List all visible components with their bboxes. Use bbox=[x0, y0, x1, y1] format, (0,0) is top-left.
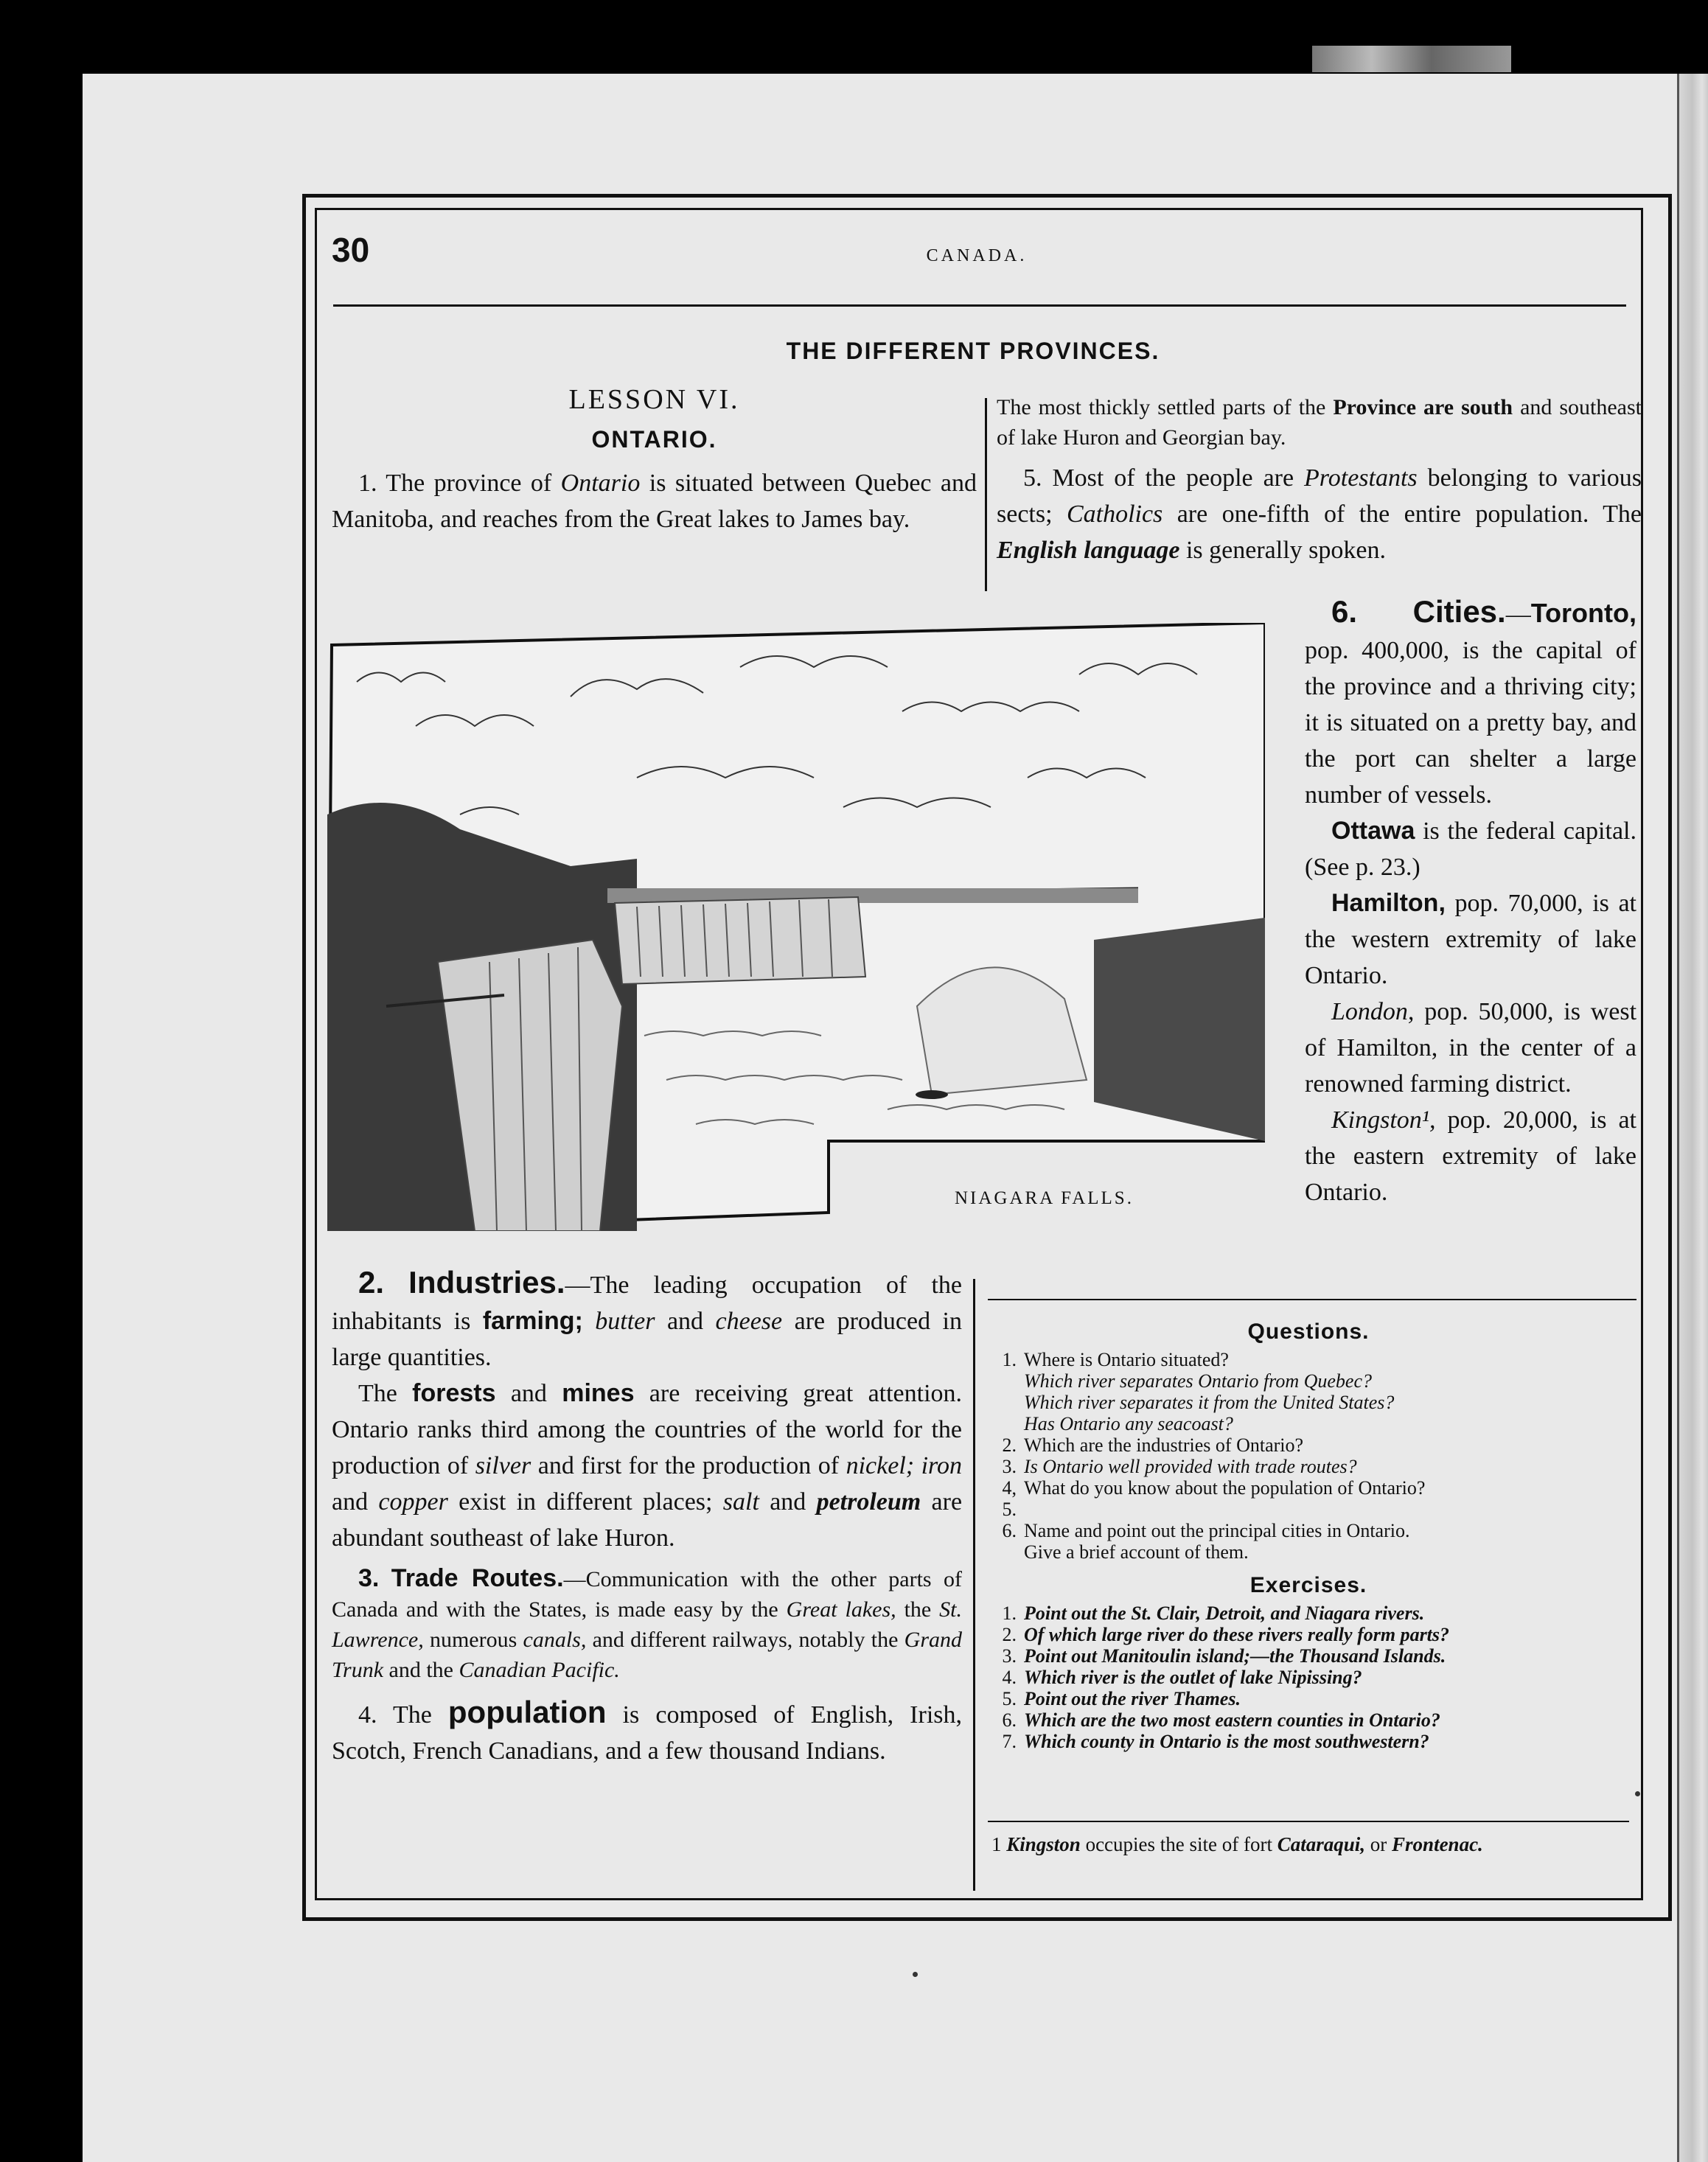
text: Most of the people are bbox=[1052, 464, 1294, 492]
questions-rule bbox=[988, 1299, 1636, 1300]
exercise-text: Point out Manitoulin island;—the Thousand Islands. bbox=[1024, 1645, 1446, 1667]
exercises-list bbox=[984, 1603, 1633, 1752]
question-text: Which are the industries of Ontario? bbox=[1024, 1434, 1304, 1456]
question-item bbox=[984, 1349, 1633, 1370]
exercise-text: Of which large river do these rivers really form parts? bbox=[1024, 1624, 1450, 1645]
text-italic: Great lakes, bbox=[786, 1597, 896, 1622]
city-ottawa: Ottawa bbox=[1331, 817, 1415, 845]
footnote-mark: 1 bbox=[991, 1833, 1002, 1855]
text-italic: Canadian Pacific. bbox=[459, 1658, 620, 1682]
paragraph-2b bbox=[332, 1375, 962, 1556]
paragraph-6 bbox=[1305, 593, 1636, 813]
question-text: Where is Ontario situated? bbox=[1024, 1349, 1229, 1370]
text-italic: cheese bbox=[715, 1308, 783, 1335]
question-item bbox=[984, 1477, 1633, 1520]
right-top-block bbox=[997, 392, 1642, 568]
exercise-text: Point out the river Thames. bbox=[1024, 1688, 1241, 1709]
text: is situated between Quebec and Manitoba, and reaches from the Great lakes to James bay. bbox=[332, 470, 977, 533]
question-item bbox=[984, 1413, 1633, 1434]
text: and bbox=[510, 1380, 547, 1407]
question-number bbox=[984, 1370, 1024, 1392]
question-item bbox=[984, 1370, 1633, 1392]
text-italic: Ontario bbox=[560, 470, 641, 497]
city-toronto: Toronto, bbox=[1530, 598, 1636, 628]
text-bold: mines bbox=[562, 1379, 635, 1407]
city-hamilton: Hamilton, bbox=[1331, 889, 1446, 917]
text: or bbox=[1370, 1833, 1387, 1855]
city-kingston: Kingston¹, bbox=[1331, 1106, 1436, 1134]
niagara-falls-engraving bbox=[327, 623, 1265, 1231]
text-italic-bold: English language bbox=[997, 537, 1180, 564]
text: is the federal capital. (See p. 23.) bbox=[1305, 817, 1636, 881]
paragraph-hamilton bbox=[1305, 885, 1636, 994]
question-number: 3. bbox=[1002, 1456, 1017, 1477]
exercise-item bbox=[984, 1645, 1633, 1667]
lesson-block bbox=[332, 383, 977, 537]
text: is composed of English, Irish, Scotch, French Canadians, and a few thousand Indians. bbox=[332, 1701, 962, 1765]
questions-title: Questions. bbox=[1247, 1319, 1370, 1344]
question-item bbox=[984, 1541, 1633, 1563]
text: belonging to various sects; bbox=[997, 464, 1642, 528]
paragraph-london bbox=[1305, 994, 1636, 1102]
question-item bbox=[984, 1434, 1633, 1456]
exercise-text: Point out the St. Clair, Detroit, and Niagara rivers. bbox=[1024, 1603, 1425, 1624]
running-head bbox=[332, 230, 1622, 274]
exercise-number: 5. bbox=[1002, 1688, 1017, 1709]
footnote bbox=[991, 1832, 1629, 1857]
speck bbox=[1635, 1791, 1640, 1796]
exercise-number: 1. bbox=[1002, 1603, 1017, 1624]
text-italic: copper bbox=[378, 1488, 448, 1516]
text-bold: farming; bbox=[482, 1307, 583, 1335]
exercises-title: Exercises. bbox=[1249, 1573, 1367, 1597]
question-number bbox=[984, 1392, 1024, 1413]
text: The most thickly settled parts of the bbox=[997, 395, 1326, 419]
exercise-item bbox=[984, 1624, 1633, 1645]
text: are one-fifth of the entire population. The bbox=[1177, 501, 1642, 528]
film-edge bbox=[1312, 46, 1511, 72]
footnote-rule bbox=[988, 1821, 1629, 1822]
text: and bbox=[770, 1488, 806, 1516]
exercise-item bbox=[984, 1731, 1633, 1752]
text: pop. 70,000, is at the western extremity of lake Ontario. bbox=[1305, 890, 1636, 989]
question-number: 6. bbox=[1002, 1520, 1017, 1541]
page-number: 30 bbox=[332, 231, 370, 269]
paragraph-2 bbox=[332, 1264, 962, 1375]
text: The bbox=[392, 1701, 432, 1729]
text-italic: butter bbox=[595, 1308, 655, 1335]
question-text: Name and point out the principal cities in Ontario. bbox=[1024, 1520, 1410, 1541]
question-item bbox=[984, 1520, 1633, 1541]
exercise-item bbox=[984, 1603, 1633, 1624]
para-number: 5. bbox=[1023, 464, 1042, 492]
text: numerous bbox=[429, 1628, 517, 1652]
exercise-item bbox=[984, 1709, 1633, 1731]
text: the bbox=[904, 1597, 932, 1622]
paragraph-4 bbox=[332, 1694, 962, 1769]
page-edge bbox=[1677, 74, 1708, 2162]
header-rule bbox=[333, 304, 1626, 307]
text-italic: Cataraqui, bbox=[1277, 1833, 1366, 1855]
text: and first for the production of bbox=[537, 1452, 840, 1479]
question-text: Which river separates it from the United States? bbox=[1024, 1392, 1395, 1413]
text-italic: canals, bbox=[523, 1628, 587, 1652]
text: pop. 400,000, is the capital of the province and a thriving city; it is situated on a pretty bay, and the port can shelter a large number of vessels. bbox=[1305, 637, 1636, 809]
paragraph-kingston bbox=[1305, 1102, 1636, 1210]
city-london: London, bbox=[1331, 998, 1415, 1025]
text: and bbox=[666, 1308, 704, 1335]
section-heading: Cities. bbox=[1412, 594, 1506, 629]
text: and southeast of lake Huron and Georgian bay. bbox=[997, 395, 1642, 450]
question-number bbox=[984, 1413, 1024, 1434]
question-text: Is Ontario well provided with trade routes? bbox=[1024, 1456, 1357, 1477]
question-item bbox=[984, 1392, 1633, 1413]
text: The province of bbox=[386, 470, 552, 497]
question-item bbox=[984, 1456, 1633, 1477]
para-number: 6. bbox=[1331, 594, 1358, 629]
exercise-item bbox=[984, 1667, 1633, 1688]
text: and the bbox=[388, 1658, 453, 1682]
text-italic: Protestants bbox=[1304, 464, 1418, 492]
exercise-number: 4. bbox=[1002, 1667, 1017, 1688]
questions-list bbox=[984, 1349, 1633, 1563]
questions-block bbox=[984, 1319, 1633, 1752]
text: are produced in large quantities. bbox=[332, 1308, 962, 1371]
section-heading: Trade Routes. bbox=[391, 1564, 564, 1592]
exercise-number: 7. bbox=[1002, 1731, 1017, 1752]
text-bold: forests bbox=[412, 1379, 496, 1407]
speck bbox=[913, 1972, 918, 1977]
exercise-text: Which are the two most eastern counties in Ontario? bbox=[1024, 1709, 1440, 1731]
text-italic: Kingston bbox=[1006, 1833, 1081, 1855]
text: pop. 50,000, is west of Hamilton, in the center of a renowned farming district. bbox=[1305, 998, 1637, 1098]
text-italic: Catholics bbox=[1066, 501, 1163, 528]
text-italic: salt bbox=[722, 1488, 759, 1516]
question-number: 1. bbox=[1002, 1349, 1017, 1370]
question-text: Has Ontario any seacoast? bbox=[1024, 1413, 1233, 1434]
para-number: 2. bbox=[358, 1265, 385, 1300]
text: are abundant southeast of lake Huron. bbox=[332, 1488, 963, 1552]
paragraph-5 bbox=[997, 460, 1642, 568]
text: are receiving great attention. Ontario ranks third among the countries of the world for the production of bbox=[332, 1380, 963, 1479]
text: and bbox=[332, 1488, 369, 1516]
text: — bbox=[1505, 601, 1531, 628]
exercise-text: Which county in Ontario is the most southwestern? bbox=[1024, 1731, 1429, 1752]
section-title: THE DIFFERENT PROVINCES. bbox=[786, 338, 1160, 364]
text-italic: silver bbox=[475, 1452, 531, 1479]
text-italic-bold: petroleum bbox=[816, 1488, 921, 1516]
text-italic: Frontenac. bbox=[1392, 1833, 1483, 1855]
text: is generally spoken. bbox=[1185, 537, 1386, 564]
para-number: 4. bbox=[358, 1701, 377, 1729]
exercise-number: 6. bbox=[1002, 1709, 1017, 1731]
paragraph-1 bbox=[332, 465, 977, 537]
para-number: 3. bbox=[358, 1564, 380, 1592]
paragraph-ottawa bbox=[1305, 813, 1636, 885]
question-text: Give a brief account of them. bbox=[1024, 1541, 1249, 1563]
text: —The leading occupation of the inhabitants is bbox=[332, 1272, 962, 1335]
section-heading: Industries. bbox=[408, 1265, 565, 1300]
left-bottom-block bbox=[332, 1264, 962, 1769]
text: —Communication with the other parts of Canada and with the States, is made easy by the bbox=[332, 1567, 963, 1622]
exercise-text: Which river is the outlet of lake Nipissing? bbox=[1024, 1667, 1362, 1688]
question-text: What do you know about the population of Ontario? bbox=[1024, 1477, 1426, 1499]
paragraph-settled bbox=[997, 392, 1642, 453]
text-bold: Province are south bbox=[1333, 395, 1513, 419]
exercise-number: 3. bbox=[1002, 1645, 1017, 1667]
section-heading: population bbox=[447, 1695, 607, 1729]
text: exist in different places; bbox=[459, 1488, 713, 1516]
text: occupies the site of fort bbox=[1085, 1833, 1272, 1855]
text-italic: St. Lawrence, bbox=[332, 1597, 962, 1652]
text-italic: nickel; iron bbox=[846, 1452, 963, 1479]
paragraph-3 bbox=[332, 1563, 962, 1685]
column-rule-top bbox=[985, 398, 987, 591]
para-number: 1. bbox=[358, 470, 377, 497]
text: and different railways, notably the bbox=[592, 1628, 899, 1652]
cities-block bbox=[1305, 593, 1636, 1210]
question-text: Which river separates Ontario from Quebec? bbox=[1024, 1370, 1373, 1392]
question-number bbox=[984, 1541, 1024, 1563]
text-italic: Grand Trunk bbox=[332, 1628, 963, 1682]
text: pop. 20,000, is at the eastern extremity of lake Ontario. bbox=[1305, 1106, 1637, 1206]
text: The bbox=[358, 1380, 397, 1407]
illustration-caption: NIAGARA FALLS. bbox=[955, 1188, 1134, 1208]
exercise-number: 2. bbox=[1002, 1624, 1017, 1645]
running-title: CANADA. bbox=[926, 246, 1028, 265]
question-number: 4, 5. bbox=[1002, 1477, 1017, 1520]
exercise-item bbox=[984, 1688, 1633, 1709]
column-rule-bottom bbox=[973, 1279, 975, 1891]
lesson-subject: ONTARIO. bbox=[591, 426, 717, 453]
question-number: 2. bbox=[1002, 1434, 1017, 1456]
lesson-number: LESSON VI. bbox=[568, 384, 740, 415]
